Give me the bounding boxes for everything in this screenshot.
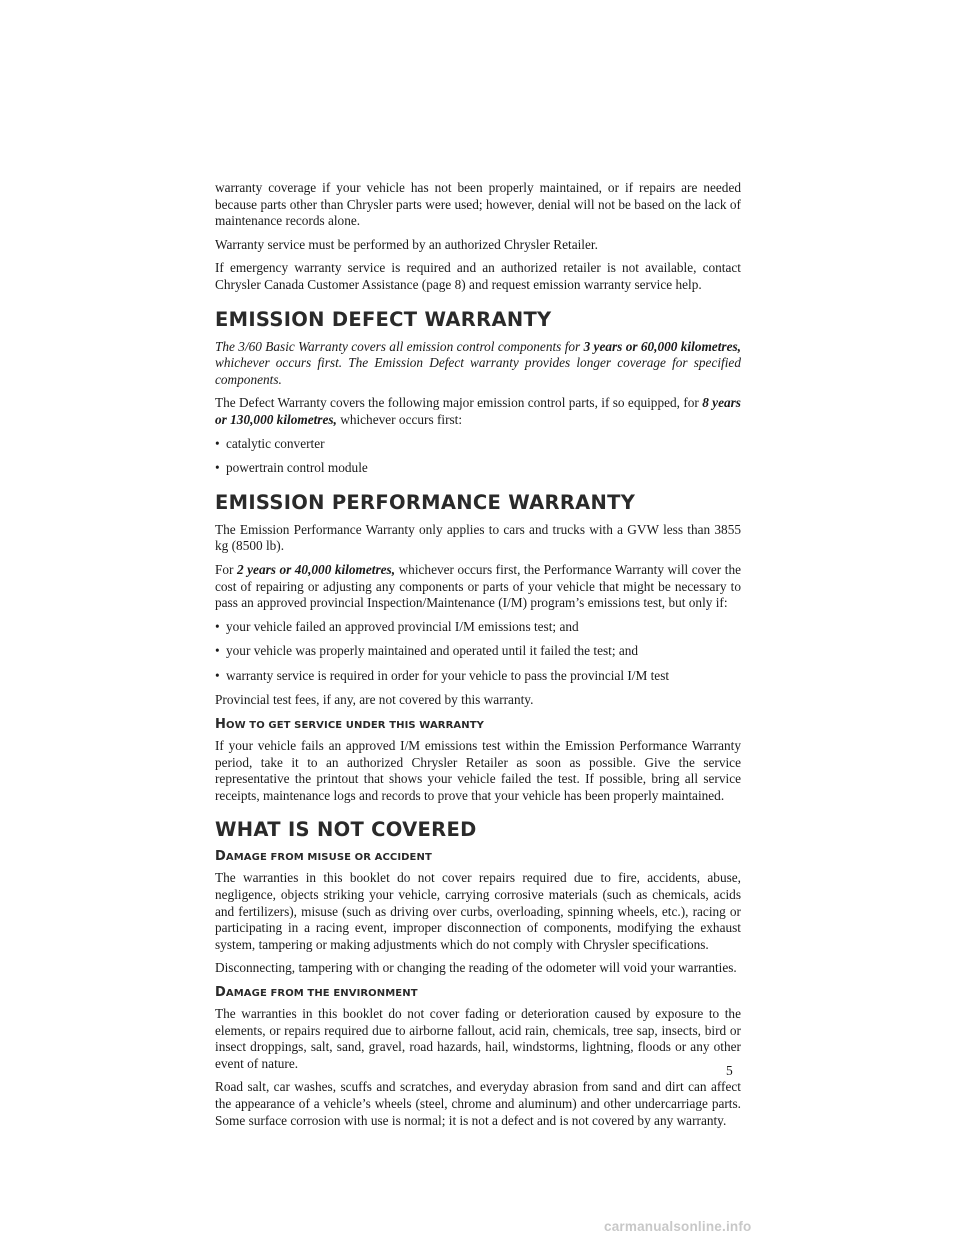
emission-defect-intro-bold: 3 years or 60,000 kilometres, (583, 338, 741, 354)
emission-defect-para-b: whichever occurs first: (336, 411, 463, 427)
list-item (215, 436, 741, 453)
subheading-rest: AMAGE FROM THE ENVIRONMENT (225, 988, 418, 999)
emission-defect-intro-b: whichever occurs first. The Emission Defect warranty provides longer coverage for specified components. (215, 355, 741, 387)
emission-performance-paragraph-1: The Emission Performance Warranty only applies to cars and trucks with a GVW less than 3855 kg (8500 lb). (215, 521, 741, 554)
emission-defect-heading: EMISSION DEFECT WARRANTY (215, 307, 552, 331)
bullet-icon: • (215, 643, 220, 659)
list-item (215, 643, 741, 660)
emission-performance-paragraph-2 (215, 562, 741, 612)
bullet-icon: • (215, 460, 220, 476)
emission-defect-paragraph (215, 395, 741, 428)
emission-performance-p2-bold: 2 years or 40,000 kilometres, (236, 561, 396, 577)
bullet-icon: • (215, 667, 220, 683)
not-covered-paragraph-3: The warranties in this booklet do not cover fading or deterioration caused by exposure to the elements, or repairs required due to airborne fallout, acid rain, chemicals, tree sap, insects, bird or insect droppings, salt, sand, gravel, road hazards, hail, windstorms, lightning, floods or any other event of nature. (215, 1006, 741, 1071)
emission-defect-intro (215, 339, 741, 389)
emission-defect-para-bold: 8 years or 130,000 kilometres, (215, 395, 741, 427)
watermark-text: carmanualsonline.info (604, 1219, 752, 1234)
emission-performance-paragraph-3: Provincial test fees, if any, are not covered by this warranty. (215, 692, 534, 708)
subheading-initial: D (215, 849, 226, 865)
subheading-initial: D (215, 985, 226, 1000)
environment-subheading (215, 986, 741, 1000)
subheading-rest: AMAGE FROM MISUSE OR ACCIDENT (225, 852, 432, 864)
list-item-text: powertrain control module (226, 460, 368, 476)
subheading-initial: H (215, 717, 226, 733)
list-item-text: your vehicle failed an approved provincial I/M emissions test; and (226, 618, 579, 634)
how-to-get-service-subheading (215, 718, 741, 732)
bullet-icon: • (215, 618, 220, 634)
list-item (215, 460, 741, 477)
list-item (215, 668, 741, 685)
emission-performance-heading: EMISSION PERFORMANCE WARRANTY (215, 490, 636, 514)
list-item-text: catalytic converter (226, 435, 325, 451)
emission-performance-list (215, 619, 741, 685)
emission-defect-intro-a: The 3/60 Basic Warranty covers all emission control components for (215, 338, 584, 354)
not-covered-paragraph-2: Disconnecting, tampering with or changing the reading of the odometer will void your warranties. (215, 960, 737, 976)
page-number: 5 (726, 1063, 733, 1078)
emission-performance-p2-a: For (215, 561, 237, 577)
bullet-icon: • (215, 435, 220, 451)
page-content (215, 180, 741, 1136)
not-covered-paragraph-1: The warranties in this booklet do not cover repairs required due to fire, accidents, abuse, negligence, objects striking your vehicle, carrying corrosive materials (such as chemicals, acids and fertilizers), misuse (such as driving over curbs, overloading, spinning wheels, etc.), racing or participating in a racing event, improper disconnection of components, modifying the exhaust system, tampering or making adjustments which do not comply with Chrysler specifications. (215, 870, 741, 952)
emission-defect-para-a: The Defect Warranty covers the following major emission control parts, if so equipped, for (215, 395, 703, 411)
emission-defect-list (215, 436, 741, 477)
emission-performance-p2-b: whichever occurs first, the Performance Warranty will cover the cost of repairing or adjusting any components or parts of your vehicle that might be necessary to pass an approved provincial Inspection/Maintenance (I/M) program’s emissions test, but only if: (215, 561, 741, 611)
intro-paragraph-2: Warranty service must be performed by an authorized Chrysler Retailer. (215, 236, 598, 252)
list-item-text: your vehicle was properly maintained and operated until it failed the test; and (226, 643, 639, 659)
not-covered-paragraph-4: Road salt, car washes, scuffs and scratches, and everyday abrasion from sand and dirt can affect the appearance of a vehicle’s wheels (steel, chrome and aluminum) and other undercarriage parts. Some surface corrosion with use is normal; it is not a defect and is not covered by any warranty. (215, 1079, 741, 1128)
intro-paragraph-1: warranty coverage if your vehicle has not been properly maintained, or if repairs are needed because parts other than Chrysler parts were used; however, denial will not be based on the lack of maintenance records alone. (215, 180, 741, 229)
list-item-text: warranty service is required in order for your vehicle to pass the provincial I/M test (226, 667, 670, 683)
intro-paragraph-3: If emergency warranty service is required and an authorized retailer is not available, contact Chrysler Canada Customer Assistance (page 8) and request emission warranty service help. (215, 260, 741, 292)
misuse-accident-subheading (215, 850, 741, 864)
not-covered-heading: WHAT IS NOT COVERED (215, 818, 477, 842)
subheading-rest: OW TO GET SERVICE UNDER THIS WARRANTY (225, 720, 484, 732)
emission-performance-paragraph-4: If your vehicle fails an approved I/M emissions test within the Emission Performance Warranty period, take it to an authorized Chrysler Retailer as soon as possible. Give the service representative the printout that shows your vehicle failed the test. If possible, bring all service receipts, maintenance logs and records to prove that your vehicle has been properly maintained. (215, 738, 741, 803)
list-item (215, 619, 741, 636)
